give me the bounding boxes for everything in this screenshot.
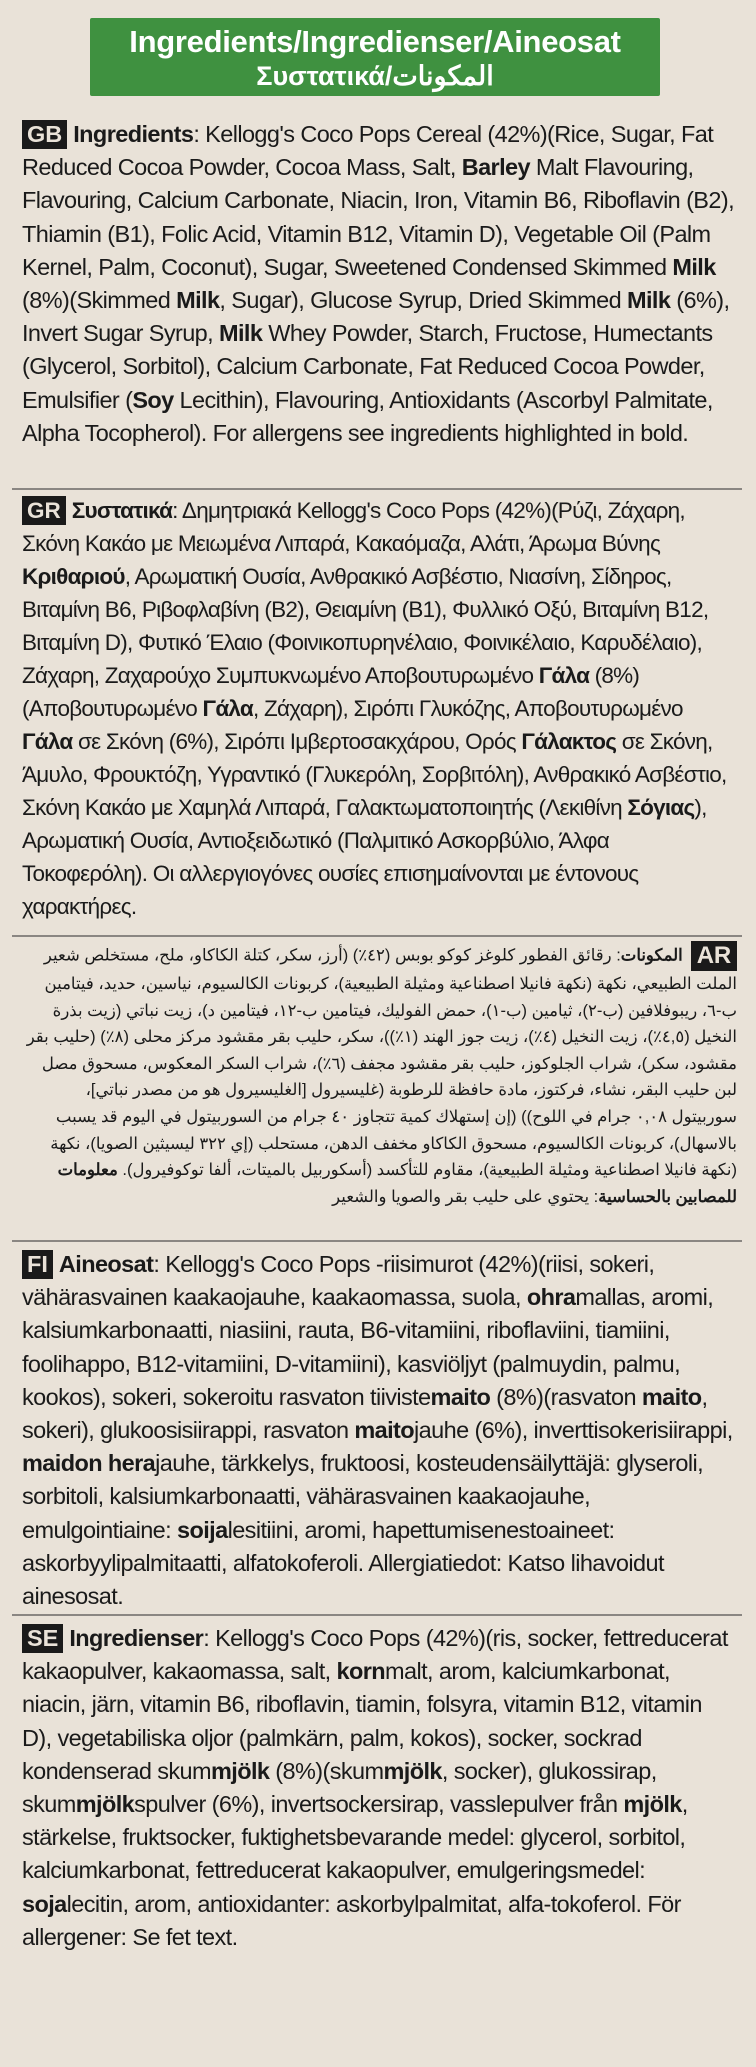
- section-divider: [12, 1614, 742, 1616]
- section-gb: GB Ingredients: Kellogg's Coco Pops Cereal (42%)(Rice, Sugar, Fat Reduced Cocoa Powder, Cocoa Mass, Salt, Barley Malt Flavouring, Flavouring, Calcium Carbonate, Niacin, Iron, Vitamin B6, Riboflavin (B2), Thiamin (B1), Folic Acid, Vitamin B12, Vitamin D), Vegetable Oil (Palm Kernel, Palm, Coconut), Sugar, Sweetened Condensed Skimmed Milk (8%)(Skimmed Milk, Sugar), Glucose Syrup, Dried Skimmed Milk (6%), Invert Sugar Syrup, Milk Whey Powder, Starch, Fructose, Humectants (Glycerol, Sorbitol), Calcium Carbonate, Fat Reduced Cocoa Powder, Emulsifier (Soy Lecithin), Flavouring, Antioxidants (Ascorbyl Palmitate, Alpha Tocopherol). For allergens see ingredients highlighted in bold.: [22, 121, 735, 446]
- section-gr: GR Συστατικά: Δημητριακά Kellogg's Coco Pops (42%)(Ρύζι, Ζάχαρη, Σκόνη Κακάο με Μειωμένα Λιπαρά, Κακαόμαζα, Αλάτι, Άρωμα Βύνης Κριθαριού, Αρωματική Ουσία, Ανθρακικό Ασβέστιο, Νιασίνη, Σίδηρος, Βιταμίνη B6, Ριβοφλαβίνη (B2), Θειαμίνη (B1), Φυλλικό Οξύ, Βιταμίνη B12, Βιταμίνη D), Φυτικό Έλαιο (Φοινικοπυρηνέλαιο, Φοινικέλαιο, Καρυδέλαιο), Ζάχαρη, Ζαχαρούχο Συμπυκνωμένο Αποβουτυρωμένο Γάλα (8%)(Αποβουτυρωμένο Γάλα, Ζάχαρη), Σιρόπι Γλυκόζης, Αποβουτυρωμένο Γάλα σε Σκόνη (6%), Σιρόπι Ιμβερτοσακχάρου, Ορός Γάλακτος σε Σκόνη, Άμυλο, Φρουκτόζη, Υγραντικό (Γλυκερόλη, Σορβιτόλη), Ανθρακικό Ασβέστιο, Σκόνη Κακάο με Χαμηλά Λιπαρά, Γαλακτωματοποιητής (Λεκιθίνη Σόγιας), Αρωματική Ουσία, Αντιοξειδωτικό (Παλμιτικό Ασκορβύλιο, Άλφα Τοκοφερόλη). Οι αλλεργιογόνες ουσίες επισημαίνονται με έντονους χαρακτήρες.: [22, 498, 727, 919]
- header-title: Ingredients/Ingredienser/Aineosat: [129, 24, 621, 59]
- section-heading: Aineosat: [58, 1251, 154, 1277]
- section-heading: المكونات: [620, 946, 683, 965]
- section-ar: ARالمكونات: رقائق الفطور كلوغز كوكو بوبس (٤٢٪) (أرز، سكر، كتلة الكاكاو، ملح، مستخلص شعير الملت الطبيعي، نكهة (نكهة فانيلا اصطناعية ومثيلة الطبيعية)، كربونات الكالسيوم، نياسين، حديد، فيتامين ب-٦، ريبوفلافين (ب-٢)، ثيامين (ب-١)، حمض الفوليك، فيتامين ب-١٢، فيتامين د)، زيت نباتي (زيت بذرة النخيل (٤,٥٪)، زيت النخيل (٤٪)، زيت جوز الهند (١٪))، سكر، حليب بقر مقشود مركز محلى (٨٪) (حليب بقر مقشود، سكر)، شراب الجلوكوز، حليب بقر مقشود مجفف (٦٪)، شراب السكر المعكوس، مسحوق مصل لبن حليب البقر، نشاء، فركتوز، مادة حافظة للرطوبة (غليسيرول [الغليسيرول هو من مصدر نباتي]، سوربيتول ٠,٠٨ جرام في اللوح)) (إن إستهلاك كمية تتجاوز ٤٠ جرام من السوربيتول في اليوم قد يسبب بالاسهال)، كربونات الكالسيوم، مسحوق الكاكاو مخفف الدهن، مستحلب (إي ٣٢٢ ليسيثين الصويا)، نكهة (نكهة فانيلا اصطناعية ومثيلة الطبيعية)، مقاوم للتأكسد (أسكوربيل بالميتات، ألفا توكوفيرول). معلومات للمصابين بالحساسية: يحتوي على حليب بقر والصويا والشعير: [26, 942, 737, 1206]
- section-heading: Ingredients: [73, 121, 194, 147]
- language-badge-se: SE: [22, 1624, 63, 1653]
- section-heading: Συστατικά: [71, 498, 173, 523]
- language-badge-ar: AR: [691, 941, 737, 971]
- language-badge-gb: GB: [22, 120, 67, 149]
- section-se: SE Ingredienser: Kellogg's Coco Pops (42%)(ris, socker, fettreducerat kakaopulver, kakaomassa, salt, kornmalt, arom, kalciumkarbonat, niacin, järn, vitamin B6, riboflavin, tiamin, folsyra, vitamin B12, vitamin D), vegetabiliska oljor (palmkärn, palm, kokos), socker, sockrad kondenserad skummjölk (8%)(skummjölk, socker), glukossirap, skummjölkspulver (6%), invertsockersirap, vasslepulver från mjölk, stärkelse, fruktsocker, fuktighetsbevarande medel: glycerol, sorbitol, kalciumkarbonat, fettreducerat kakaopulver, emulgeringsmedel: sojalecitin, arom, antioxidanter: askorbylpalmitat, alfa-tokoferol. För allergener: Se fet text.: [22, 1625, 728, 1950]
- section-heading: Ingredienser: [69, 1625, 204, 1651]
- section-divider: [12, 935, 742, 937]
- header-banner: [90, 18, 660, 96]
- section-fi: FI Aineosat: Kellogg's Coco Pops -riisimurot (42%)(riisi, sokeri, vähärasvainen kaakaojauhe, kaakaomassa, suola, ohramallas, aromi, kalsiumkarbonaatti, niasiini, rauta, B6-vitamiini, riboflaviini, tiamiini, foolihappo, B12-vitamiini, D-vitamiini), kasviöljyt (palmuydin, palmu, kookos), sokeri, sokeroitu rasvaton tiivistemaito (8%)(rasvaton maito, sokeri), glukoosisiirappi, rasvaton maitojauhe (6%), inverttisokerisiirappi, maidon herajauhe, tärkkelys, fruktoosi, kosteudensäilyttäjä: glyseroli, sorbitoli, kalsiumkarbonaatti, vähärasvainen kaakaojauhe, emulgointiaine: soijalesitiini, aromi, hapettumisenestoaineet: askorbyylipalmitaatti, alfatokoferoli. Allergiatiedot: Katso lihavoidut ainesosat.: [22, 1251, 733, 1610]
- header-subtitle: Συστατικά/المكونات: [256, 61, 494, 91]
- language-badge-gr: GR: [22, 496, 66, 525]
- language-badge-fi: FI: [22, 1250, 53, 1279]
- section-divider: [12, 1240, 742, 1242]
- section-divider: [12, 488, 742, 490]
